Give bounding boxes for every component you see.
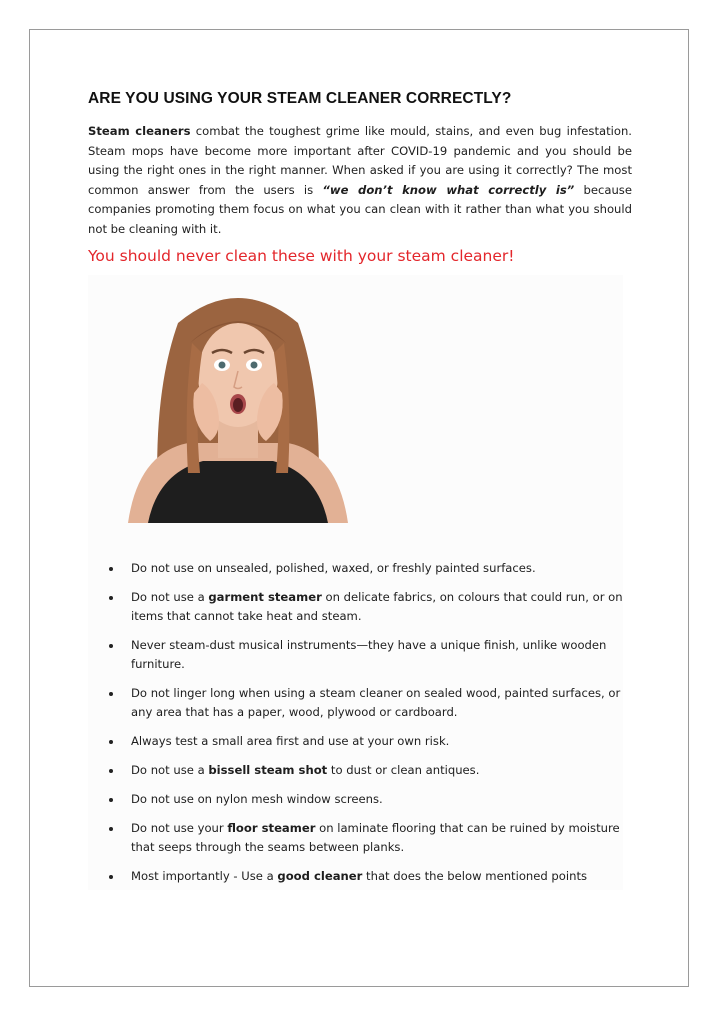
list-item bbox=[106, 790, 626, 809]
list-item bbox=[106, 588, 626, 626]
list-item-text: Do not use on nylon mesh window screens. bbox=[131, 792, 383, 806]
bullet-icon bbox=[109, 827, 113, 831]
list-item-text: Do not use a bbox=[131, 590, 209, 604]
bullet-icon bbox=[109, 692, 113, 696]
page-title: ARE YOU USING YOUR STEAM CLEANER CORRECTLY? bbox=[88, 90, 512, 107]
intro-paragraph bbox=[88, 122, 632, 239]
list-item-text-after: on delicate fabrics, on colours that could run, or on items that cannot take heat and steam. bbox=[131, 590, 623, 623]
list-item-text: Do not use your bbox=[131, 821, 228, 835]
list-item-text: Never steam-dust musical instruments—they have a unique finish, unlike wooden furniture. bbox=[131, 638, 607, 671]
list-item bbox=[106, 684, 626, 722]
list-item bbox=[106, 761, 626, 780]
list-item bbox=[106, 636, 626, 674]
intro-quote: “we don’t know what correctly is” bbox=[322, 182, 575, 197]
list-item bbox=[106, 867, 626, 886]
list-item-bold: floor steamer bbox=[227, 821, 316, 835]
bullet-icon bbox=[109, 769, 113, 773]
intro-lead-bold: Steam cleaners bbox=[88, 124, 191, 138]
bullet-icon bbox=[109, 798, 113, 802]
bullet-icon bbox=[109, 644, 113, 648]
list-item bbox=[106, 819, 626, 857]
bullet-icon bbox=[109, 740, 113, 744]
list-item-bold: good cleaner bbox=[277, 869, 363, 883]
bullet-icon bbox=[109, 596, 113, 600]
bullet-icon bbox=[109, 567, 113, 571]
list-item-text-after: on laminate flooring that can be ruined by moisture that seeps through the seams between planks. bbox=[131, 821, 620, 854]
intro-text-part1: combat the toughest grime like mould, stains, and even bug infestation. Steam mops have become more important after COVID-19 pandemic and you should be using the right ones in the right manner. When asked if you are using it correctly? The most common answer from the users is bbox=[88, 124, 632, 197]
list-item bbox=[106, 732, 626, 751]
list-item-text: Do not use a bbox=[131, 763, 209, 777]
intro-text-part2: because companies promoting them focus on what you can clean with it rather than what you should not be cleaning with it. bbox=[88, 182, 632, 236]
warning-list bbox=[106, 559, 626, 896]
list-item-bold: bissell steam shot bbox=[208, 763, 328, 777]
list-item-text: Do not use on unsealed, polished, waxed, or freshly painted surfaces. bbox=[131, 561, 536, 575]
list-item-text-after: to dust or clean antiques. bbox=[327, 763, 480, 777]
surprised-woman-illustration bbox=[118, 283, 358, 523]
bullet-icon bbox=[109, 875, 113, 879]
list-item-text-after: that does the below mentioned points bbox=[362, 869, 588, 883]
list-item-text: Always test a small area first and use at your own risk. bbox=[131, 734, 450, 748]
list-item bbox=[106, 559, 626, 578]
list-item-text: Do not linger long when using a steam cleaner on sealed wood, painted surfaces, or any area that has a paper, wood, plywood or cardboard. bbox=[131, 686, 621, 719]
warning-subheading: You should never clean these with your steam cleaner! bbox=[88, 247, 515, 265]
list-item-text: Most importantly - Use a bbox=[131, 869, 278, 883]
list-item-bold: garment steamer bbox=[208, 590, 322, 604]
